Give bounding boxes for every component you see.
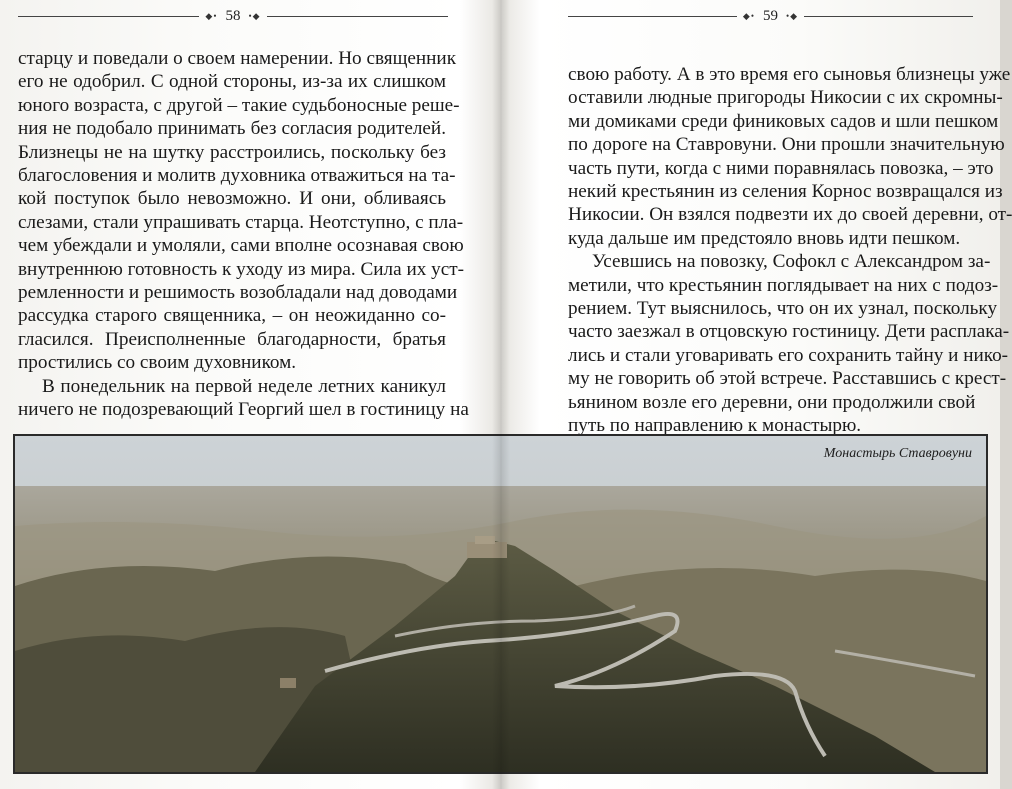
left-page-number: 58 (225, 7, 241, 24)
text-line: метили, что крестьянин поглядывает на них с подоз- (568, 274, 999, 296)
ornament-icon: ◆• (205, 10, 218, 21)
text-line: Близнецы не на шутку расстроились, поскольку без (18, 141, 446, 163)
text-line: ничего не подозревающий Георгий шел в гостиницу на (18, 399, 469, 421)
text-line: му не говорить об этой встрече. Расставшись с крест- (568, 368, 1007, 390)
monastery-tower (475, 536, 495, 544)
text-line: часто заезжал в отцовскую гостиницу. Дети расплака- (568, 321, 1010, 343)
header-rule (267, 16, 448, 17)
text-line: ми домиками среди финиковых садов и шли пешком (568, 110, 999, 132)
text-line: оставили людные пригороды Никосии с их скромны- (568, 87, 1003, 109)
text-line: рассудка старого священника, – он неожиданно со- (18, 305, 446, 327)
ornament-icon: ◆• (742, 10, 755, 21)
text-line: часть пути, когда с ними поравнялась повозка, – это (568, 157, 994, 179)
text-line: гласился. Преисполненные благодарности, братья (18, 328, 446, 350)
text-line: путь по направлению к монастырю. (568, 415, 862, 437)
text-line: лись и стали уговаривать его сохранить тайну и нико- (568, 344, 1009, 366)
chapel-building (280, 678, 296, 688)
text-line: рением. Тут выяснилось, что он их узнал, поскольку (568, 298, 998, 320)
header-rule (568, 16, 737, 17)
text-line: куда дальше им предстояло вновь идти пешком. (568, 227, 961, 249)
text-line: чем убеждали и умоляли, сами вполне осознавая свою (18, 235, 464, 257)
text-line: кой поступок было невозможно. И они, обливаясь (18, 188, 446, 210)
landscape-illustration (15, 436, 986, 772)
ornament-icon: •◆ (248, 10, 261, 21)
text-line: по дороге на Ставровуни. Они прошли значительную (568, 134, 1005, 156)
text-line: его не одобрил. С одной стороны, из-за их слишком (18, 71, 446, 93)
text-line: старцу и поведали о своем намерении. Но священник (18, 48, 457, 69)
left-page-text (18, 47, 469, 422)
left-page-header (18, 4, 448, 28)
ornament-icon: •◆ (786, 10, 799, 21)
text-line: ремленности и решимость возобладали над доводами (18, 282, 458, 304)
header-rule (804, 16, 973, 17)
text-line: В понедельник на первой неделе летних каникул (42, 375, 446, 397)
right-page-text (568, 63, 1012, 438)
monastery-building (467, 542, 507, 558)
text-line: благословения и молитв духовника отважиться на та- (18, 165, 456, 187)
text-line: простились со своим духовником. (18, 352, 297, 374)
right-page-header (568, 4, 973, 28)
text-line: ьянином возле его деревни, они продолжили свой (568, 391, 976, 413)
header-rule (18, 16, 199, 17)
text-line: ния не подобало принимать без согласия родителей. (18, 118, 446, 140)
text-line: Никосии. Он взялся подвезти их до своей деревни, от- (568, 204, 1012, 226)
text-line: внутреннюю готовность к уходу из мира. Сила их уст- (18, 258, 464, 280)
right-page-number: 59 (763, 7, 778, 24)
text-line: слезами, стали упрашивать старца. Неотступно, с пла- (18, 211, 464, 233)
text-line: свою работу. А в это время его сыновья близнецы уже (568, 64, 1011, 85)
text-line: некий крестьянин из селения Корнос возвращался из (568, 181, 1003, 203)
text-line: Усевшись на повозку, Софокл с Александром за- (592, 251, 991, 273)
monastery-photo (13, 434, 988, 774)
photo-caption: Монастырь Ставровуни (823, 446, 972, 461)
text-line: юного возраста, с другой – такие судьбоносные реше- (18, 94, 460, 116)
